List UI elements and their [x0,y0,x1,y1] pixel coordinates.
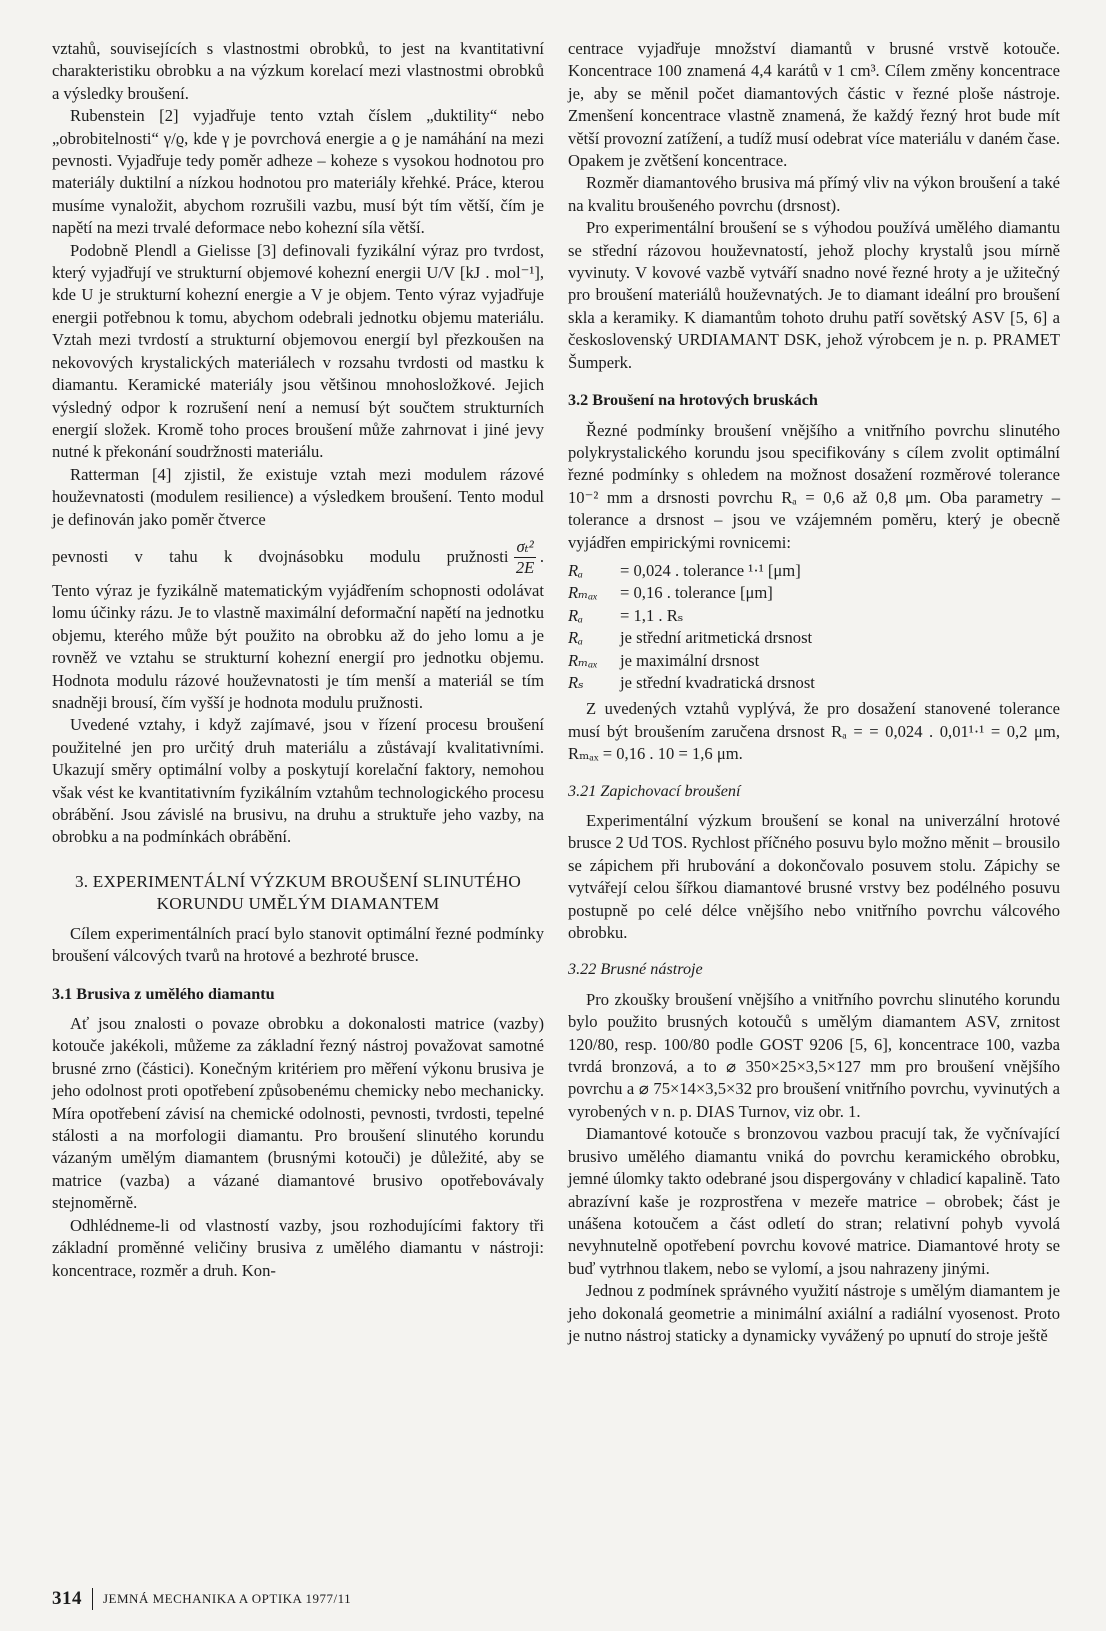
formula-row: Rₐ = 1,1 . Rₛ [568,605,684,625]
footer-divider [92,1588,93,1610]
fraction-numerator: σₜ² [516,536,534,556]
page-number: 314 [52,1588,82,1609]
paragraph: Ratterman [4] zjistil, že existuje vztah mezi modulem rázové houževnatosti (modulem resilience) a výsledkem broušení. Tento modul je definován jako poměr čtverce [52,464,544,529]
page-footer [52,1588,351,1610]
paragraph: Uvedené vztahy, i když zajímavé, jsou v řízení procesu broušení použitelné jen pro určitý druh materiálu a zůstávají kvalitativními. Ukazují směry optimální volby a poskytují korelační faktory, nemohou však vést ke kvantitativním fyzikálním vztahům technologického procesu obrábění. Jsou závislé na brusivu, na druhu a struktuře jeho vazby, na obrobku a na podmínkách obrábění. [52,715,544,847]
paragraph: Diamantové kotouče s bronzovou vazbou pracují tak, že vyčnívající brusivo umělého diamantu vniká do povrchu keramického obrobku, jemné úlomky takto odebrané jsou dispergovány v chladicí kapalině. Tato abrazívní kaše je rozprostřena v mezeře matrice – obrobek; část je unášena kotoučem a část odletí do stran; relativní pohyb vyvolá nevyhnutelně opotřebení povrchu kovové matrice. Diamantové hroty se buď vytrhnou tlakem, nebo se vylomí, a jsou nahrazeny jinými. [568,1124,1060,1278]
chapter-heading: 3. EXPERIMENTÁLNÍ VÝZKUM BROUŠENÍ SLINUTÉHO KORUNDU UMĚLÝM DIAMANTEM [74,871,522,913]
equation-line: pevnosti v tahu k dvojnásobku modulu pružnosti $\frac{\text{σₜ²}}{2E}$ . [52,536,544,577]
formula-row: Rₘₐₓ je maximální drsnost [568,650,760,670]
paragraph: Pro zkoušky broušení vnějšího a vnitřního povrchu slinutého korundu bylo použito brusných kotoučů s umělým diamantem ASV, zrnitost 120/80, resp. 100/80 podle GOST 9206 [5, 6], koncentrace 100, vazba tvrdá bronzová, a to ⌀ 350×25×3,5×127 mm pro broušení vnějšího povrchu a ⌀ 75×14×3,5×32 pro broušení vnitřního povrchu, vyvinutých a vyrobených v n. p. DIAS Turnov, viz obr. 1. [568,989,1060,1121]
formula-row: Rₐ = 0,024 . tolerance ¹·¹ [μm] [568,560,801,580]
paragraph: Experimentální výzkum broušení se konal na univerzální hrotové brusce 2 Ud TOS. Rychlost příčného posuvu bylo možno měnit – brousilo se zápichem při hrubování a dokončovalo posuvem stolu. Zápichy se vytvářejí celou šířkou diamantové brusné vrstvy bez podélného posuvu postupně po celé délce vnějšího nebo vnitřního povrchu válcového obrobku. [568,811,1060,943]
fraction [514,537,535,578]
formula-row: Rₘₐₓ = 0,16 . tolerance [μm] [568,583,773,603]
subsection-heading: 3.21 Zapichovací broušení [568,781,741,800]
formula-row: Rₐ je střední aritmetická drsnost [568,628,813,648]
formula-row: Rₛ je střední kvadratická drsnost [568,672,815,692]
paragraph: Z uvedených vztahů vyplývá, že pro dosažení stanovené tolerance musí být broušením zaručena drsnost Rₐ = = 0,024 . 0,01¹·¹ = 0,2 μm, Rₘₐₓ = 0,16 . 10 = 1,6 μm. [568,699,1060,764]
subsection-heading: 3.22 Brusné nástroje [568,960,703,979]
section-heading: 3.2 Broušení na hrotových bruskách [568,391,818,410]
paragraph: Odhlédneme-li od vlastností vazby, jsou rozhodujícími faktory tři základní proměnné veličiny brusiva z umělého diamantu v nástroji: koncentrace, rozměr a druh. Kon- [52,1215,544,1280]
right-column [568,38,1060,1347]
formula-block [568,560,1060,694]
equation-text: pevnosti v tahu k dvojnásobku modulu pružnosti [52,547,509,567]
fraction-denominator: 2E [515,557,535,577]
paragraph: centrace vyjadřuje množství diamantů v brusné vrstvě kotouče. Koncentrace 100 znamená 4,4 karátů v 1 cm³. Cílem změny koncentrace je, aby se měnil počet diamantových částic v řezné ploše nástroje. Zmenšení koncentrace vlastně znamená, že každý řezný hrot bude mít větší provozní zatížení, a tudíž musí odebrat více materiálu v daném čase. Opakem je zvětšení koncentrace. [568,39,1060,171]
paragraph: Rubenstein [2] vyjadřuje tento vztah číslem „duktility“ nebo „obrobitelnosti“ γ/ϱ, kde γ je povrchová energie a ϱ je namáhání na mezi pevnosti. Vyjadřuje tedy poměr adheze – koheze s vysokou hodnotou pro materiály duktilní a nízkou hodnotou pro materiály křehké. Práce, kterou musíme vynaložit, abychom rozrušili vazbu, musí být tím větší, čím je napětí na mezi trvalé deformace nebo kohezní síla větší. [52,106,544,238]
paragraph: Cílem experimentálních prací bylo stanovit optimální řezné podmínky broušení válcových tvarů na hrotové a bezhroté brusce. [52,923,544,966]
paragraph: vztahů, souvisejících s vlastnostmi obrobků, to jest na kvantitativní charakteristiku obrobku a na výzkum korelací mezi vlastnostmi obrobků a výsledky broušení. [52,39,544,103]
paragraph: Jednou z podmínek správného využití nástroje s umělým diamantem je jeho dokonalá geometrie a minimální axiální a radiální vyosenost. Proto je nutno nástroj staticky a dynamicky vyvážený po upnutí do stroje ještě [568,1281,1060,1345]
paragraph: Pro experimentální broušení se s výhodou používá umělého diamantu se střední rázovou houževnatostí, jehož plochy krystalů jsou mírně vyvinuty. V kovové vazbě vytváří snadno nové řezné hroty a je užitečný pro broušení materiálů houževnatých. Je to diamant ideální pro broušení skla a keramiky. K diamantům tohoto druhu patří sovětský ASV [5, 6] a československý URDIAMANT DSK, jehož výrobcem je n. p. PRAMET Šumperk. [568,218,1060,372]
left-column [52,38,544,1282]
section-heading: 3.1 Brusiva z umělého diamantu [52,984,275,1003]
paragraph: Ať jsou znalosti o povaze obrobku a dokonalosti matrice (vazby) kotouče jakékoli, můžeme za základní řezný nástroj považovat samotné brusné zrno (částici). Konečným kritériem pro měření výkonu brusiva je jeho odolnost proti opotřebení způsobenému chemicky nebo mechanicky. Míra opotřebení závisí na chemické odolnosti, pevnosti, tvrdosti, tepelné stálosti a na morfologii diamantu. Pro broušení slinutého korundu vázaným umělým diamantem (brusnými kotouči) je důležité, aby se matrice (vazba) a vázané diamantové brusivo opotřebovávaly stejnoměrně. [52,1014,544,1213]
paragraph: Rozměr diamantového brusiva má přímý vliv na výkon broušení a také na kvalitu broušeného povrchu (drsnost). [568,173,1060,215]
paragraph: Tento výraz je fyzikálně matematickým vyjádřením schopnosti odolávat lomu účinky rázu. Je to vlastně maximální deformační napětí na jednotku objemu, kterého může být použito na obrobku až do jeho lomu a je rovněž ve vztahu se strukturní kohezní energií pro jednotku objemu. Hodnota modulu rázové houževnatosti je tím menší a materiál se tím snadněji brousí, čím vyšší je hodnota modulu pružnosti. [52,580,544,712]
journal-name: JEMNÁ MECHANIKA A OPTIKA 1977/11 [103,1591,352,1606]
paragraph: Řezné podmínky broušení vnějšího a vnitřního povrchu slinutého polykrystalického korundu jsou specifikovány s cílem zvolit optimální řezné podmínky s ohledem na možnost dosažení rozměrové tolerance 10⁻² mm a drsnosti povrchu Rₐ = 0,6 až 0,8 μm. Oba parametry – tolerance a drsnost – jsou ve vzájemném poměru, který je obecně vyjádřen empirickými rovnicemi: [568,420,1060,552]
paragraph: Podobně Plendl a Gielisse [3] definovali fyzikální výraz pro tvrdost, který vyjadřují ve strukturní objemové kohezní energii U/V [kJ . mol⁻¹], kde U je strukturní kohezní energie a V je objem. Tento výraz vyjadřuje energii potřebnou k tomu, abychom odebrali jednotku objemu materiálu. Vztah mezi tvrdostí a strukturní objemovou energií byl přezkoušen na nekovových krystalických materiálech v rozsahu tvrdosti od mastku k diamantu. Keramické materiály jsou většinou mnohosložkové. Jejich výsledný odpor k rozrušení není a nemusí být součtem strukturních energií složek. Kromě toho proces broušení může zahrnovat i jiné jevy nutné k překonání soudržnosti materiálu. [52,240,544,462]
